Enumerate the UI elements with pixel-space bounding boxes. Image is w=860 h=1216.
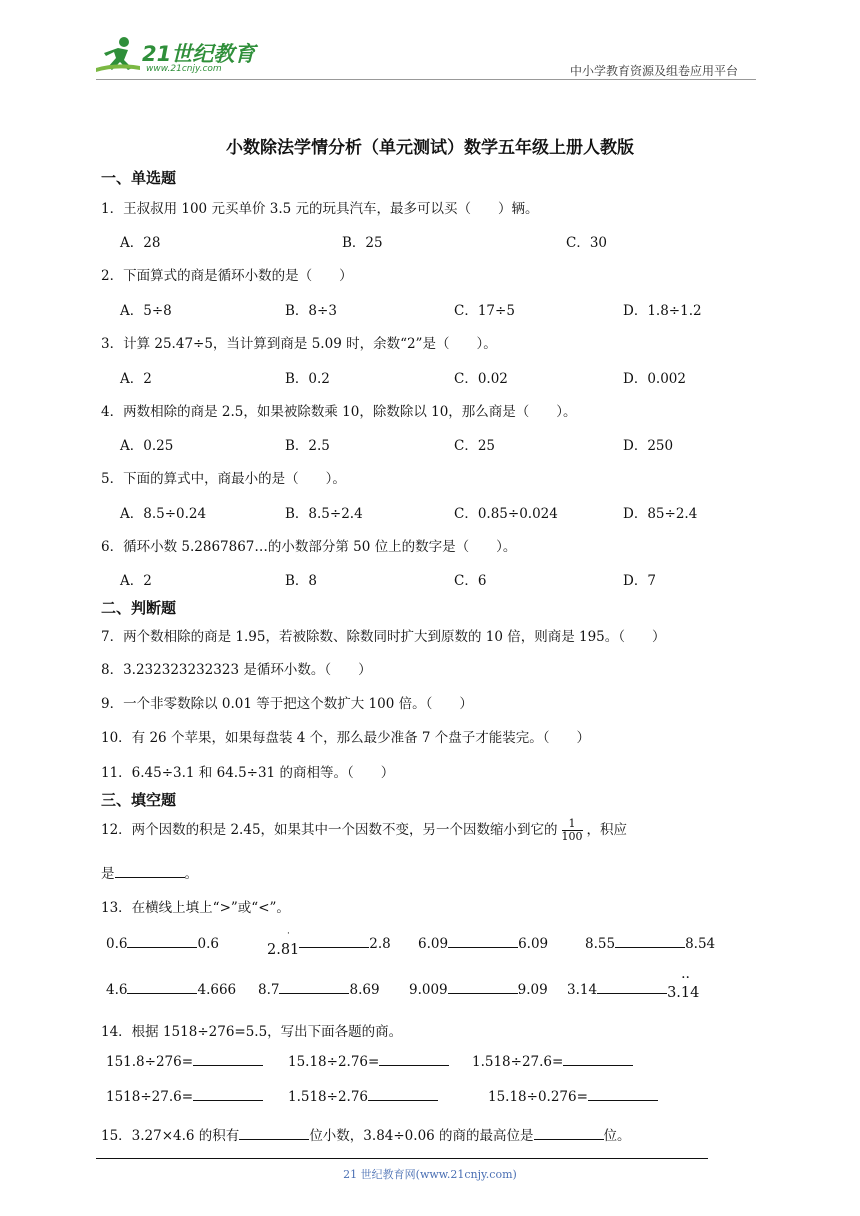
q13-item-3: [418, 935, 548, 952]
q5-option-b: B．8.5÷2.4: [285, 506, 363, 522]
question-10: 10．有 26 个苹果，如果每盘装 4 个，那么最少准备 7 个盘子才能装完。（ ）: [101, 730, 591, 746]
q13-repeating-decimal: [667, 970, 700, 1001]
q14-expr: 1.518÷27.6=: [472, 1054, 564, 1070]
q13-right: 0.6: [197, 936, 219, 952]
q4-option-b: B．2.5: [285, 438, 330, 454]
section-heading-fill-in: 三、填空题: [101, 791, 177, 809]
question-6: 6．循环小数 5.2867867…的小数部分第 50 位上的数字是（ ）。: [101, 539, 517, 555]
q15-text-b: 位小数，3.84÷0.06 的商的最高位是: [309, 1128, 534, 1144]
q13-left: 8.7: [258, 982, 280, 998]
logo-url: www.21cnjy.com: [146, 64, 222, 74]
q13-item-8: [567, 970, 700, 1001]
q13-right: 2.8: [369, 936, 391, 952]
q5-option-d: D．85÷2.4: [623, 506, 698, 522]
q13-item-1: [106, 935, 219, 952]
q4-option-d: D．250: [623, 438, 674, 454]
q13-right: 9.09: [517, 982, 548, 998]
q13-left: 2.81: [267, 942, 300, 958]
q3-option-c: C．0.02: [454, 371, 508, 387]
q13-item-6: [258, 981, 380, 998]
question-11: 11．6.45÷3.1 和 64.5÷31 的商相等。（ ）: [101, 765, 395, 781]
q6-option-a: A．2: [120, 573, 152, 589]
question-4: 4．两数相除的商是 2.5，如果被除数乘 10，除数除以 10，那么商是（ ）。: [101, 404, 577, 420]
q3-option-b: B．0.2: [285, 371, 330, 387]
q13-blank[interactable]: [448, 935, 518, 948]
question-9: 9．一个非零数除以 0.01 等于把这个数扩大 100 倍。（ ）: [101, 696, 473, 712]
q1-option-b: B．25: [342, 235, 383, 251]
fraction-one-hundredth: [562, 818, 583, 843]
section-heading-true-false: 二、判断题: [101, 599, 177, 617]
q2-option-d: D．1.8÷1.2: [623, 303, 702, 319]
q13-blank[interactable]: [448, 981, 518, 994]
q14-item-2: [288, 1053, 449, 1070]
q12-text: 12．两个因数的积是 2.45，如果其中一个因数不变，另一个因数缩小到它的: [101, 822, 558, 838]
q13-left: 4.6: [106, 982, 128, 998]
q14-blank[interactable]: [368, 1088, 438, 1101]
q15-text-a: 15．3.27×4.6 的积有: [101, 1128, 240, 1144]
q4-option-a: A．0.25: [120, 438, 174, 454]
q5-option-c: C．0.85÷0.024: [454, 506, 558, 522]
q14-expr: 1.518÷2.76: [288, 1089, 369, 1105]
q1-option-a: A．28: [120, 235, 161, 251]
q3-option-d: D．0.002: [623, 371, 686, 387]
q13-blank[interactable]: [127, 935, 197, 948]
q6-option-d: D．7: [623, 573, 656, 589]
question-3: 3．计算 25.47÷5，当计算到商是 5.09 时，余数“2”是（ ）。: [101, 336, 497, 352]
q14-item-1: [106, 1053, 263, 1070]
q13-right: 8.54: [685, 936, 716, 952]
q12-line2-text: 是: [101, 866, 115, 882]
runner-logo-icon: [96, 36, 142, 76]
header-divider: [96, 79, 756, 80]
question-12: [101, 818, 627, 843]
q13-right: 3.14: [667, 985, 700, 1001]
q13-blank[interactable]: [299, 935, 369, 948]
q14-blank[interactable]: [379, 1053, 449, 1066]
question-8: 8．3.232323232323 是循环小数。（ ）: [101, 662, 372, 678]
q1-option-c: C．30: [566, 235, 608, 251]
q14-item-3: [472, 1053, 633, 1070]
q14-item-6: [488, 1088, 658, 1105]
q4-option-c: C．25: [454, 438, 496, 454]
q14-blank[interactable]: [588, 1088, 658, 1101]
q13-left: 0.6: [106, 936, 128, 952]
fraction-numerator: 1: [562, 818, 583, 831]
repeat-dot: ··: [681, 970, 690, 986]
q12-end: 。: [184, 866, 198, 882]
q13-left: 8.55: [585, 936, 616, 952]
q13-right: 4.666: [197, 982, 237, 998]
q14-item-4: [106, 1088, 263, 1105]
q13-item-4: [585, 935, 715, 952]
q13-left: 9.009: [409, 982, 448, 998]
q13-blank[interactable]: [127, 981, 197, 994]
q12-answer-blank[interactable]: [115, 865, 185, 878]
q13-repeating-decimal: [267, 929, 300, 958]
q13-item-5: [106, 981, 236, 998]
q13-blank[interactable]: [279, 981, 349, 994]
q14-expr: 15.18÷0.276=: [488, 1089, 588, 1105]
footer-text: 21 世纪教育网(www.21cnjy.com): [343, 1168, 517, 1181]
logo-text: 21世纪教育: [142, 42, 256, 66]
header-platform-text: 中小学教育资源及组卷应用平台: [570, 64, 739, 78]
q15-blank-1[interactable]: [239, 1127, 309, 1140]
question-14: 14．根据 1518÷276=5.5，写出下面各题的商。: [101, 1024, 403, 1040]
q3-option-a: A．2: [120, 371, 152, 387]
fraction-denominator: 100: [561, 830, 583, 843]
repeat-dot: ·: [287, 929, 290, 939]
question-13: 13．在横线上填上“>”或“<”。: [101, 900, 290, 916]
q2-option-b: B．8÷3: [285, 303, 337, 319]
q12-text-tail: ，积应: [586, 822, 628, 838]
q6-option-b: B．8: [285, 573, 318, 589]
q5-option-a: A．8.5÷0.24: [120, 506, 207, 522]
q14-expr: 151.8÷276=: [106, 1054, 194, 1070]
logo: [96, 36, 256, 78]
q14-item-5: [288, 1088, 438, 1105]
q14-blank[interactable]: [563, 1053, 633, 1066]
q15-text-c: 位。: [603, 1128, 631, 1144]
q14-blank[interactable]: [193, 1088, 263, 1101]
q6-option-c: C．6: [454, 573, 487, 589]
q14-expr: 15.18÷2.76=: [288, 1054, 380, 1070]
q13-left: 3.14: [567, 982, 598, 998]
q15-blank-2[interactable]: [534, 1127, 604, 1140]
question-2: 2．下面算式的商是循环小数的是（ ）: [101, 268, 353, 284]
q13-blank[interactable]: [597, 981, 667, 994]
page-title: 小数除法学情分析（单元测试）数学五年级上册人教版: [226, 138, 634, 158]
q14-expr: 1518÷27.6=: [106, 1089, 194, 1105]
question-1: 1．王叔叔用 100 元买单价 3.5 元的玩具汽车，最多可以买（ ）辆。: [101, 201, 539, 217]
q13-blank[interactable]: [615, 935, 685, 948]
q2-option-a: A．5÷8: [120, 303, 172, 319]
q13-right: 6.09: [518, 936, 549, 952]
footer-divider: [96, 1158, 708, 1159]
question-5: 5．下面的算式中，商最小的是（ ）。: [101, 471, 346, 487]
q14-blank[interactable]: [193, 1053, 263, 1066]
question-7: 7．两个数相除的商是 1.95，若被除数、除数同时扩大到原数的 10 倍，则商是 195。（ ）: [101, 629, 666, 645]
question-15: [101, 1124, 631, 1144]
section-heading-single-choice: 一、单选题: [101, 169, 177, 187]
q13-item-7: [409, 981, 548, 998]
q13-item-2: [267, 929, 391, 958]
question-12-line2: [101, 862, 198, 882]
q2-option-c: C．17÷5: [454, 303, 515, 319]
q13-left: 6.09: [418, 936, 449, 952]
q13-right: 8.69: [349, 982, 380, 998]
